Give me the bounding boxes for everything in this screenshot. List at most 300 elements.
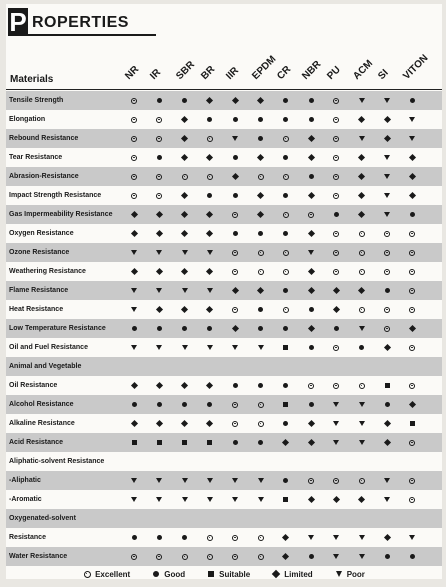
excellent-ring-icon xyxy=(258,250,264,256)
limited-diamond-icon xyxy=(181,154,188,161)
rating-cell xyxy=(329,224,343,243)
excellent-ring-icon xyxy=(409,269,415,275)
poor-triangle-icon xyxy=(258,345,264,350)
good-dot-icon xyxy=(157,535,162,540)
rating-cell xyxy=(380,243,394,262)
rating-cell xyxy=(254,547,268,566)
limited-diamond-icon xyxy=(232,325,239,332)
rating-cell xyxy=(152,395,166,414)
excellent-ring-icon xyxy=(283,307,289,313)
rating-cell xyxy=(279,528,293,547)
limited-diamond-icon xyxy=(383,420,390,427)
limited-diamond-icon xyxy=(333,496,340,503)
excellent-ring-icon xyxy=(283,212,289,218)
good-dot-icon xyxy=(258,440,263,445)
poor-triangle-icon xyxy=(131,497,137,502)
suitable-square-icon xyxy=(283,497,288,502)
rating-cell xyxy=(254,148,268,167)
rating-cell xyxy=(127,148,141,167)
limited-diamond-icon xyxy=(206,230,213,237)
good-dot-icon xyxy=(233,155,238,160)
poor-triangle-icon xyxy=(182,288,188,293)
properties-table xyxy=(6,91,442,566)
rating-cell xyxy=(127,110,141,129)
excellent-ring-icon xyxy=(333,136,339,142)
rating-cell xyxy=(304,376,318,395)
rating-cell xyxy=(304,528,318,547)
rating-cell xyxy=(380,414,394,433)
legend-label: Excellent xyxy=(95,569,131,579)
rating-cell xyxy=(380,224,394,243)
rating-cell xyxy=(329,376,343,395)
legend-item xyxy=(272,567,312,581)
rating-cell xyxy=(127,224,141,243)
table-row xyxy=(6,110,442,129)
excellent-ring-icon xyxy=(232,554,238,560)
good-dot-icon xyxy=(309,402,314,407)
rating-cell xyxy=(279,205,293,224)
good-dot-icon xyxy=(207,193,212,198)
rating-cell xyxy=(152,528,166,547)
rating-cell xyxy=(152,148,166,167)
column-header-label: CR xyxy=(275,64,294,82)
good-dot-icon xyxy=(182,402,187,407)
limited-diamond-icon xyxy=(181,211,188,218)
excellent-ring-icon xyxy=(182,554,188,560)
limited-diamond-icon xyxy=(409,401,416,408)
rating-cell xyxy=(228,319,242,338)
legend-item xyxy=(335,567,365,581)
rating-cell xyxy=(279,376,293,395)
rating-cell xyxy=(228,281,242,300)
limited-diamond-icon xyxy=(409,192,416,199)
excellent-ring-icon xyxy=(131,117,137,123)
good-dot-icon xyxy=(359,345,364,350)
good-dot-icon xyxy=(410,554,415,559)
good-dot-icon xyxy=(182,535,187,540)
rating-cell xyxy=(152,338,166,357)
limited-diamond-icon xyxy=(232,287,239,294)
rating-cell xyxy=(355,395,369,414)
poor-triangle-icon xyxy=(207,497,213,502)
limited-diamond-icon xyxy=(383,439,390,446)
excellent-ring-icon xyxy=(207,136,213,142)
excellent-ring-icon xyxy=(333,250,339,256)
rating-cell xyxy=(380,281,394,300)
excellent-ring-icon xyxy=(232,307,238,313)
row-label: Oxygen Resistance xyxy=(9,230,74,237)
rating-cell xyxy=(152,414,166,433)
poor-triangle-icon xyxy=(335,570,343,578)
rating-cell xyxy=(405,110,419,129)
rating-cell xyxy=(152,376,166,395)
rating-cell xyxy=(152,224,166,243)
excellent-ring-icon xyxy=(131,155,137,161)
good-dot-icon xyxy=(258,136,263,141)
rating-cell xyxy=(203,129,217,148)
good-dot-icon xyxy=(309,554,314,559)
rating-cell xyxy=(329,91,343,110)
rating-cell xyxy=(127,471,141,490)
rating-cell xyxy=(279,167,293,186)
rating-cell xyxy=(203,414,217,433)
poor-triangle-icon xyxy=(333,421,339,426)
row-label: Tear Resistance xyxy=(9,154,63,161)
rating-cell xyxy=(203,547,217,566)
poor-triangle-icon xyxy=(384,212,390,217)
good-dot-icon xyxy=(283,193,288,198)
rating-cell xyxy=(329,110,343,129)
limited-diamond-icon xyxy=(358,496,365,503)
poor-triangle-icon xyxy=(384,174,390,179)
limited-diamond-icon xyxy=(282,553,289,560)
rating-cell xyxy=(203,224,217,243)
legend xyxy=(6,567,442,581)
rating-cell xyxy=(254,224,268,243)
row-label: Tensile Strength xyxy=(9,97,64,104)
rating-cell xyxy=(304,300,318,319)
suitable-square-icon xyxy=(207,440,212,445)
excellent-ring-icon xyxy=(232,250,238,256)
excellent-ring-icon xyxy=(308,383,314,389)
good-dot-icon xyxy=(207,326,212,331)
rating-cell xyxy=(203,490,217,509)
excellent-ring-icon xyxy=(409,383,415,389)
good-dot-icon xyxy=(182,98,187,103)
rating-cell xyxy=(279,300,293,319)
suitable-square-icon xyxy=(207,570,215,578)
excellent-ring-icon xyxy=(333,117,339,123)
good-dot-icon xyxy=(309,345,314,350)
table-row xyxy=(6,319,442,338)
column-header-label: SBR xyxy=(173,59,197,82)
rating-cell xyxy=(329,414,343,433)
excellent-ring-icon xyxy=(258,402,264,408)
good-dot-icon xyxy=(207,117,212,122)
rating-cell xyxy=(254,414,268,433)
rating-cell xyxy=(405,395,419,414)
rating-cell xyxy=(405,471,419,490)
excellent-ring-icon xyxy=(156,193,162,199)
legend-label: Good xyxy=(164,569,186,579)
rating-cell xyxy=(380,338,394,357)
rating-cell xyxy=(127,433,141,452)
good-dot-icon xyxy=(157,402,162,407)
rating-cell xyxy=(380,471,394,490)
limited-diamond-icon xyxy=(257,287,264,294)
rating-cell xyxy=(178,376,192,395)
rating-cell xyxy=(405,281,419,300)
poor-triangle-icon xyxy=(232,136,238,141)
rating-cell xyxy=(355,224,369,243)
limited-diamond-icon xyxy=(308,439,315,446)
good-dot-icon xyxy=(283,478,288,483)
excellent-ring-icon xyxy=(359,478,365,484)
limited-diamond-icon xyxy=(181,420,188,427)
row-label: Oxygenated-solvent xyxy=(9,515,76,522)
rating-cell xyxy=(355,262,369,281)
good-dot-icon xyxy=(309,307,314,312)
rating-cell xyxy=(152,319,166,338)
rating-cell xyxy=(178,433,192,452)
rating-cell xyxy=(355,490,369,509)
poor-triangle-icon xyxy=(359,136,365,141)
excellent-ring-icon xyxy=(207,535,213,541)
excellent-ring-icon xyxy=(409,288,415,294)
good-dot-icon xyxy=(157,155,162,160)
excellent-ring-icon xyxy=(283,250,289,256)
rating-cell xyxy=(279,262,293,281)
rating-cell xyxy=(304,167,318,186)
legend-item xyxy=(207,567,250,581)
rating-cell xyxy=(178,414,192,433)
poor-triangle-icon xyxy=(359,402,365,407)
rating-cell xyxy=(355,110,369,129)
rating-cell xyxy=(254,319,268,338)
poor-triangle-icon xyxy=(409,535,415,540)
limited-diamond-icon xyxy=(282,439,289,446)
limited-diamond-icon xyxy=(181,230,188,237)
excellent-ring-icon xyxy=(207,554,213,560)
rating-cell xyxy=(304,319,318,338)
rating-cell xyxy=(355,338,369,357)
rating-cell xyxy=(380,148,394,167)
rating-cell xyxy=(178,167,192,186)
rating-cell xyxy=(254,433,268,452)
rating-cell xyxy=(405,129,419,148)
rating-cell xyxy=(127,490,141,509)
rating-cell xyxy=(178,262,192,281)
rating-cell xyxy=(355,205,369,224)
excellent-ring-icon xyxy=(409,250,415,256)
rating-cell xyxy=(380,167,394,186)
excellent-ring-icon xyxy=(409,497,415,503)
excellent-ring-icon xyxy=(409,478,415,484)
rating-cell xyxy=(127,319,141,338)
excellent-ring-icon xyxy=(283,269,289,275)
row-label: Heat Resistance xyxy=(9,306,64,313)
rating-cell xyxy=(405,319,419,338)
poor-triangle-icon xyxy=(131,288,137,293)
limited-diamond-icon xyxy=(308,192,315,199)
poor-triangle-icon xyxy=(359,326,365,331)
rating-cell xyxy=(355,243,369,262)
rating-cell xyxy=(178,224,192,243)
limited-diamond-icon xyxy=(308,268,315,275)
good-dot-icon xyxy=(258,307,263,312)
rating-cell xyxy=(355,528,369,547)
rating-cell xyxy=(228,433,242,452)
poor-triangle-icon xyxy=(207,478,213,483)
rating-cell xyxy=(178,186,192,205)
column-header-label: BR xyxy=(199,64,218,82)
good-dot-icon xyxy=(283,421,288,426)
rating-cell xyxy=(254,338,268,357)
rating-cell xyxy=(380,129,394,148)
rating-cell xyxy=(178,300,192,319)
limited-diamond-icon xyxy=(181,116,188,123)
limited-diamond-icon xyxy=(383,116,390,123)
row-label: Low Temperature Resistance xyxy=(9,325,106,332)
excellent-ring-icon xyxy=(333,155,339,161)
rating-cell xyxy=(279,281,293,300)
excellent-ring-icon xyxy=(232,269,238,275)
rating-cell xyxy=(304,338,318,357)
rating-cell xyxy=(203,433,217,452)
good-dot-icon xyxy=(309,174,314,179)
excellent-ring-icon xyxy=(232,402,238,408)
poor-triangle-icon xyxy=(131,478,137,483)
limited-diamond-icon xyxy=(156,268,163,275)
excellent-ring-icon xyxy=(283,174,289,180)
rating-cell xyxy=(304,281,318,300)
limited-diamond-icon xyxy=(206,211,213,218)
limited-diamond-icon xyxy=(130,382,137,389)
rating-cell xyxy=(127,262,141,281)
limited-diamond-icon xyxy=(130,268,137,275)
poor-triangle-icon xyxy=(156,345,162,350)
legend-label: Suitable xyxy=(219,569,251,579)
rating-cell xyxy=(178,243,192,262)
rating-cell xyxy=(279,110,293,129)
good-dot-icon xyxy=(233,117,238,122)
rating-cell xyxy=(304,471,318,490)
rating-cell xyxy=(152,91,166,110)
excellent-ring-icon xyxy=(83,570,91,578)
poor-triangle-icon xyxy=(182,497,188,502)
good-dot-icon xyxy=(258,117,263,122)
rating-cell xyxy=(405,148,419,167)
rating-cell xyxy=(405,528,419,547)
row-label: Resistance xyxy=(9,534,46,541)
row-label: Alkaline Resistance xyxy=(9,420,75,427)
rating-cell xyxy=(152,262,166,281)
poor-triangle-icon xyxy=(156,478,162,483)
poor-triangle-icon xyxy=(232,497,238,502)
rating-cell xyxy=(405,224,419,243)
excellent-ring-icon xyxy=(156,117,162,123)
excellent-ring-icon xyxy=(384,307,390,313)
rating-cell xyxy=(279,243,293,262)
limited-diamond-icon xyxy=(358,192,365,199)
legend-label: Limited xyxy=(284,569,313,579)
rating-cell xyxy=(228,490,242,509)
rating-cell xyxy=(304,414,318,433)
good-dot-icon xyxy=(182,326,187,331)
excellent-ring-icon xyxy=(283,136,289,142)
rating-cell xyxy=(405,262,419,281)
rating-cell xyxy=(228,528,242,547)
good-dot-icon xyxy=(283,326,288,331)
rating-cell xyxy=(228,471,242,490)
good-dot-icon xyxy=(283,288,288,293)
row-label: Oil and Fuel Resistance xyxy=(9,344,88,351)
rating-cell xyxy=(380,205,394,224)
limited-diamond-icon xyxy=(358,173,365,180)
rating-cell xyxy=(203,471,217,490)
good-dot-icon xyxy=(157,98,162,103)
excellent-ring-icon xyxy=(232,421,238,427)
rating-cell xyxy=(380,91,394,110)
excellent-ring-icon xyxy=(359,269,365,275)
limited-diamond-icon xyxy=(130,420,137,427)
rating-cell xyxy=(405,205,419,224)
limited-diamond-icon xyxy=(308,154,315,161)
rating-cell xyxy=(304,186,318,205)
table-row xyxy=(6,129,442,148)
rating-cell xyxy=(304,91,318,110)
limited-diamond-icon xyxy=(282,534,289,541)
limited-diamond-icon xyxy=(257,97,264,104)
table-row xyxy=(6,395,442,414)
rating-cell xyxy=(228,167,242,186)
poor-triangle-icon xyxy=(409,136,415,141)
rating-cell xyxy=(329,338,343,357)
row-label: Animal and Vegetable xyxy=(9,363,82,370)
rating-cell xyxy=(380,433,394,452)
poor-triangle-icon xyxy=(182,250,188,255)
rating-cell xyxy=(355,433,369,452)
rating-cell xyxy=(329,490,343,509)
good-dot-icon xyxy=(283,98,288,103)
table-row xyxy=(6,186,442,205)
excellent-ring-icon xyxy=(333,383,339,389)
limited-diamond-icon xyxy=(358,211,365,218)
rating-cell xyxy=(203,376,217,395)
poor-triangle-icon xyxy=(359,421,365,426)
excellent-ring-icon xyxy=(333,345,339,351)
poor-triangle-icon xyxy=(333,554,339,559)
rating-cell xyxy=(355,91,369,110)
poor-triangle-icon xyxy=(333,535,339,540)
excellent-ring-icon xyxy=(359,250,365,256)
row-label: Ozone Resistance xyxy=(9,249,70,256)
rating-cell xyxy=(152,167,166,186)
excellent-ring-icon xyxy=(308,478,314,484)
rating-cell xyxy=(203,281,217,300)
rating-cell xyxy=(304,205,318,224)
rating-cell xyxy=(152,490,166,509)
column-header-label: NBR xyxy=(300,58,324,82)
rating-cell xyxy=(304,490,318,509)
poor-triangle-icon xyxy=(384,98,390,103)
table-row xyxy=(6,490,442,509)
limited-diamond-icon xyxy=(206,154,213,161)
rating-cell xyxy=(178,148,192,167)
good-dot-icon xyxy=(258,231,263,236)
suitable-square-icon xyxy=(283,345,288,350)
title-text: ROPERTIES xyxy=(32,14,129,31)
rating-cell xyxy=(304,395,318,414)
rating-cell xyxy=(254,300,268,319)
rating-cell xyxy=(178,319,192,338)
rating-cell xyxy=(355,167,369,186)
rating-cell xyxy=(304,433,318,452)
good-dot-icon xyxy=(410,98,415,103)
table-row xyxy=(6,224,442,243)
table-row xyxy=(6,376,442,395)
rating-cell xyxy=(178,91,192,110)
table-row xyxy=(6,205,442,224)
column-header-label: IIR xyxy=(224,65,242,82)
rating-cell xyxy=(127,300,141,319)
excellent-ring-icon xyxy=(333,174,339,180)
rating-cell xyxy=(127,528,141,547)
rating-cell xyxy=(203,300,217,319)
rating-cell xyxy=(254,490,268,509)
limited-diamond-icon xyxy=(409,173,416,180)
table-row xyxy=(6,262,442,281)
